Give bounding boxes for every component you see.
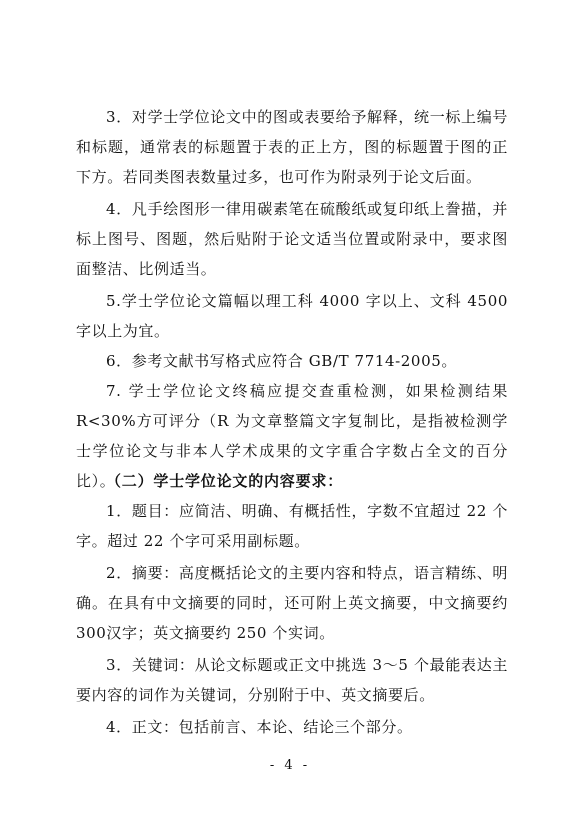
paragraph-figure-table-explanation: 3．对学士学位论文中的图或表要给予解释，统一标上编号和标题，通常表的标题置于表的正上方，图的标题置于图的正下方。若同类图表数量过多，也可作为附录列于论文后面。: [76, 108, 508, 186]
page-number: - 4 -: [269, 758, 311, 773]
section-heading: （二）学士学位论文的内容要求：: [106, 472, 344, 490]
paragraph-thesis-length: 5.学士学位论文篇幅以理工科 4000 字以上、文科 4500 字以上为宜。: [76, 292, 508, 340]
paragraph-title-requirement: 1．题目：应简洁、明确、有概括性，字数不宜超过 22 个字。超过 22 个字可采用副标题。: [76, 502, 508, 550]
paragraph-body-requirement: 4．正文：包括前言、本论、结论三个部分。: [106, 718, 413, 736]
paragraph-plagiarism-check: 7. 学士学位论文终稿应提交查重检测，如果检测结果 R<30%方可评分（R 为文章整篇文字复制比，是指被检测学士学位论文与非本人学术成果的文字重合字数占全文的百分比）。: [76, 382, 508, 490]
paragraph-abstract-requirement: 2．摘要：高度概括论文的主要内容和特点，语言精练、明确。在具有中文摘要的同时，还可附上英文摘要，中文摘要约300汉字；英文摘要约 250 个实词。: [76, 564, 508, 642]
paragraph-hand-drawn-figures: 4．凡手绘图形一律用碳素笔在硫酸纸或复印纸上誊描，并标上图号、图题，然后贴附于论文适当位置或附录中，要求图面整洁、比例适当。: [76, 200, 508, 278]
paragraph-keywords-requirement: 3．关键词：从论文标题或正文中挑选 3～5 个最能表达主要内容的词作为关键词，分别附于中、英文摘要后。: [76, 656, 508, 704]
paragraph-reference-format: 6．参考文献书写格式应符合 GB/T 7714-2005。: [106, 352, 457, 370]
